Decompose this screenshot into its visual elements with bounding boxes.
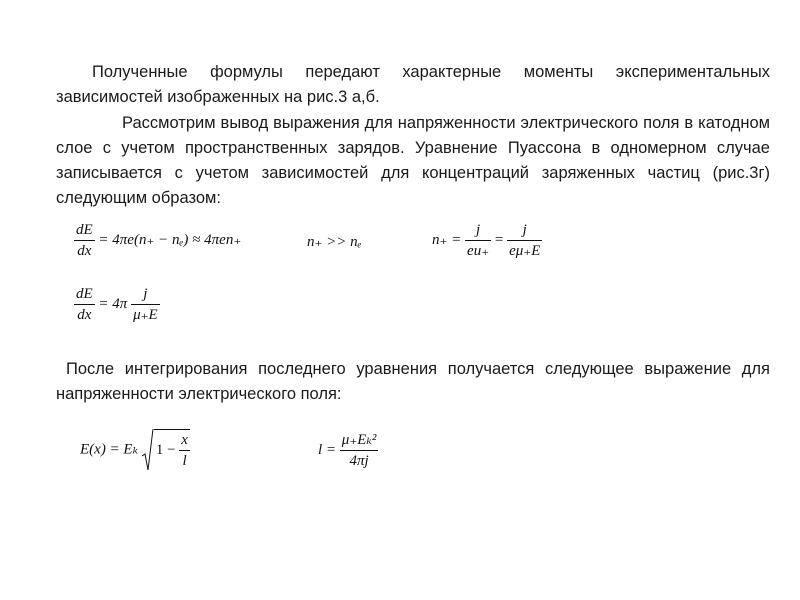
paragraph-poisson: Рассмотрим вывод выражения для напряженности электрического поля в катодном слое с учетом пространственных зарядов. Уравнение Пуассона в одномерном случае записывается с учетом зависимостей для концентраций заряженных частиц (рис.3г) следующим образом: (56, 114, 770, 207)
formula-poisson-rhs: = 4πe(n₊ − nₑ) ≈ 4πen₊ (98, 231, 242, 248)
formula-concentration: n₊ = $\frac{j}{eu_+}$ = $\frac{j}{e\mu_+E}$ (432, 222, 541, 259)
sqrt-symbol: 1 − $\frac{x}{l}$ (142, 428, 190, 472)
formula-inequality: n₊ >> nₑ (307, 234, 362, 250)
radical-sign-icon (142, 428, 154, 472)
formula-field-derivative: $\frac{dE}{dx}$ = 4π $\frac{j}{\mu_+E}$ (76, 286, 158, 323)
formula-field-distribution: E(x) = Eₖ 1 − $\frac{x}{l}$ (80, 428, 190, 472)
formula-poisson (74, 220, 241, 261)
formula-poisson-derivative: $\frac{dE}{dx}$ (76, 222, 93, 259)
paragraph-intro: Полученные формулы передают характерные моменты экспериментальных зависимостей изображенных на рис.3 а,б. (56, 63, 770, 106)
paragraph-integration: После интегрирования последнего уравнения получается следующее выражение для напряженности электрического поля: (56, 360, 770, 403)
formula-concentration-frac2: $\frac{j}{e\mu_+E}$ (509, 222, 541, 259)
formula-concentration-frac1: $\frac{j}{eu_+}$ (467, 222, 490, 259)
formula-layer-thickness: l = $\frac{\text{μ₊Eₖ²}}{4\pi j}$ (318, 432, 377, 469)
